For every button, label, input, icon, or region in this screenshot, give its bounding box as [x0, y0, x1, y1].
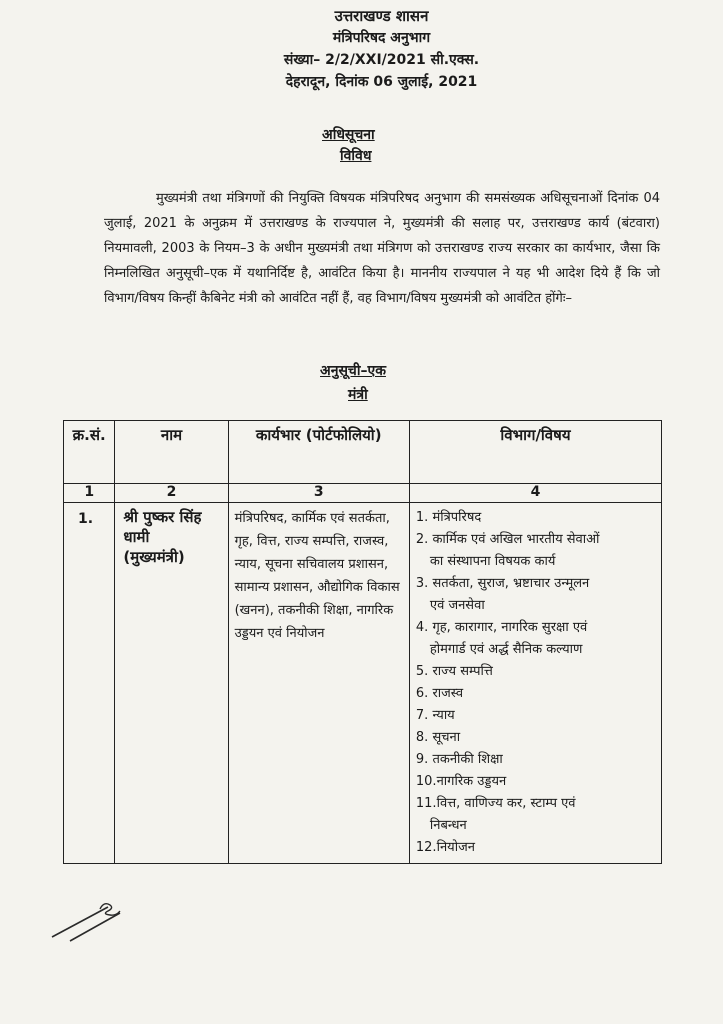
list-item: 3. सतर्कता, सुराज, भ्रष्टाचार उन्मूलन: [415, 576, 590, 591]
col-num-1: 1: [64, 484, 115, 503]
paragraph-text: मुख्यमंत्री तथा मंत्रिगणों की नियुक्ति विषयक मंत्रिपरिषद अनुभाग की समसंख्यक अधिसूचनाओं दिनांक 04 जुलाई, 2021 के अनुक्रम में उत्तराखण्ड के राज्यपाल ने, मुख्यमंत्री की सलाह पर, उत्तराखण्ड कार्य (बंटवारा) नियमावली, 2003 के नियम–3 के अधीन मुख्यमंत्री तथा मंत्रिगण को उत्तराखण्ड राज्य सरकार का कार्यभार, जैसा कि निम्नलिखित अनुसूची–एक में यथानिर्दिष्ट है, आवंटित किया है। माननीय राज्यपाल ने यह भी आदेश दिये हैं कि जो विभाग/विषय किन्हीं कैबिनेट मंत्री को आवंटित नहीं हैं, वह विभाग/विषय मुख्यमंत्री को आवंटित होंगेः–: [104, 191, 660, 306]
list-item: 7. न्याय: [415, 708, 455, 723]
list-item: 1. मंत्रिपरिषद: [415, 510, 482, 525]
table-row: [64, 503, 662, 864]
list-item: 4. गृह, कारागार, नागरिक सुरक्षा एवं: [415, 620, 588, 635]
list-item: 8. सूचना: [415, 730, 461, 745]
list-item: 10.नागरिक उड्डयन: [415, 774, 507, 789]
body-paragraph: [104, 186, 660, 311]
departments-cell: [409, 503, 661, 864]
notification-title: अधिसूचना: [322, 127, 375, 143]
signature-scribble: [50, 895, 140, 945]
list-item: 12.नियोजन: [415, 840, 475, 855]
minister-name: श्री पुष्कर सिंह धामी: [123, 508, 202, 546]
row-sno: 1.: [64, 503, 115, 864]
schedule-subtitle: मंत्री: [348, 387, 368, 403]
col-num-2: 2: [115, 484, 228, 503]
column-number-row: [64, 484, 662, 503]
schedule-title: अनुसूची–एक: [320, 363, 386, 379]
col-header-portfolio: कार्यभार (पोर्टफोलियो): [228, 421, 409, 484]
notification-subtitle: विविध: [340, 148, 372, 164]
list-item-cont: निबन्धन: [429, 818, 467, 833]
col-num-3: 3: [228, 484, 409, 503]
list-item: 6. राजस्व: [415, 686, 464, 701]
place-date: देहरादून, दिनांक 06 जुलाई, 2021: [285, 74, 478, 90]
list-item: 11.वित्त, वाणिज्य कर, स्टाम्प एवं: [415, 796, 576, 811]
portfolio-cell: मंत्रिपरिषद, कार्मिक एवं सतर्कता, गृह, वित्त, राज्य सम्पत्ति, राजस्व, न्याय, सूचना सचिवालय प्रशासन, सामान्य प्रशासन, औद्योगिक विकास (खनन), तकनीकी शिक्षा, नागरिक उड्डयन एवं नियोजन: [228, 503, 409, 864]
col-header-sno: क्र.सं.: [64, 421, 115, 484]
col-header-departments: विभाग/विषय: [409, 421, 661, 484]
list-item-cont: एवं जनसेवा: [429, 598, 485, 613]
reference-number: संख्या– 2/2/XXI/2021 सी.एक्स.: [283, 52, 480, 68]
table-header-row: [64, 421, 662, 484]
col-num-4: 4: [409, 484, 661, 503]
list-item: 9. तकनीकी शिक्षा: [415, 752, 503, 767]
section-heading: मंत्रिपरिषद अनुभाग: [332, 30, 431, 46]
list-item: 5. राज्य सम्पत्ति: [415, 664, 493, 679]
minister-name-cell: [115, 503, 228, 864]
list-item: 2. कार्मिक एवं अखिल भारतीय सेवाओं: [415, 532, 600, 547]
minister-designation: (मुख्यमंत्री): [123, 548, 185, 566]
list-item-cont: होमगार्ड एवं अर्द्ध सैनिक कल्याण: [429, 642, 583, 657]
schedule-table: [63, 420, 662, 864]
list-item-cont: का संस्थापना विषयक कार्य: [429, 554, 556, 569]
col-header-name: नाम: [115, 421, 228, 484]
govt-heading: उत्तराखण्ड शासन: [334, 7, 429, 25]
